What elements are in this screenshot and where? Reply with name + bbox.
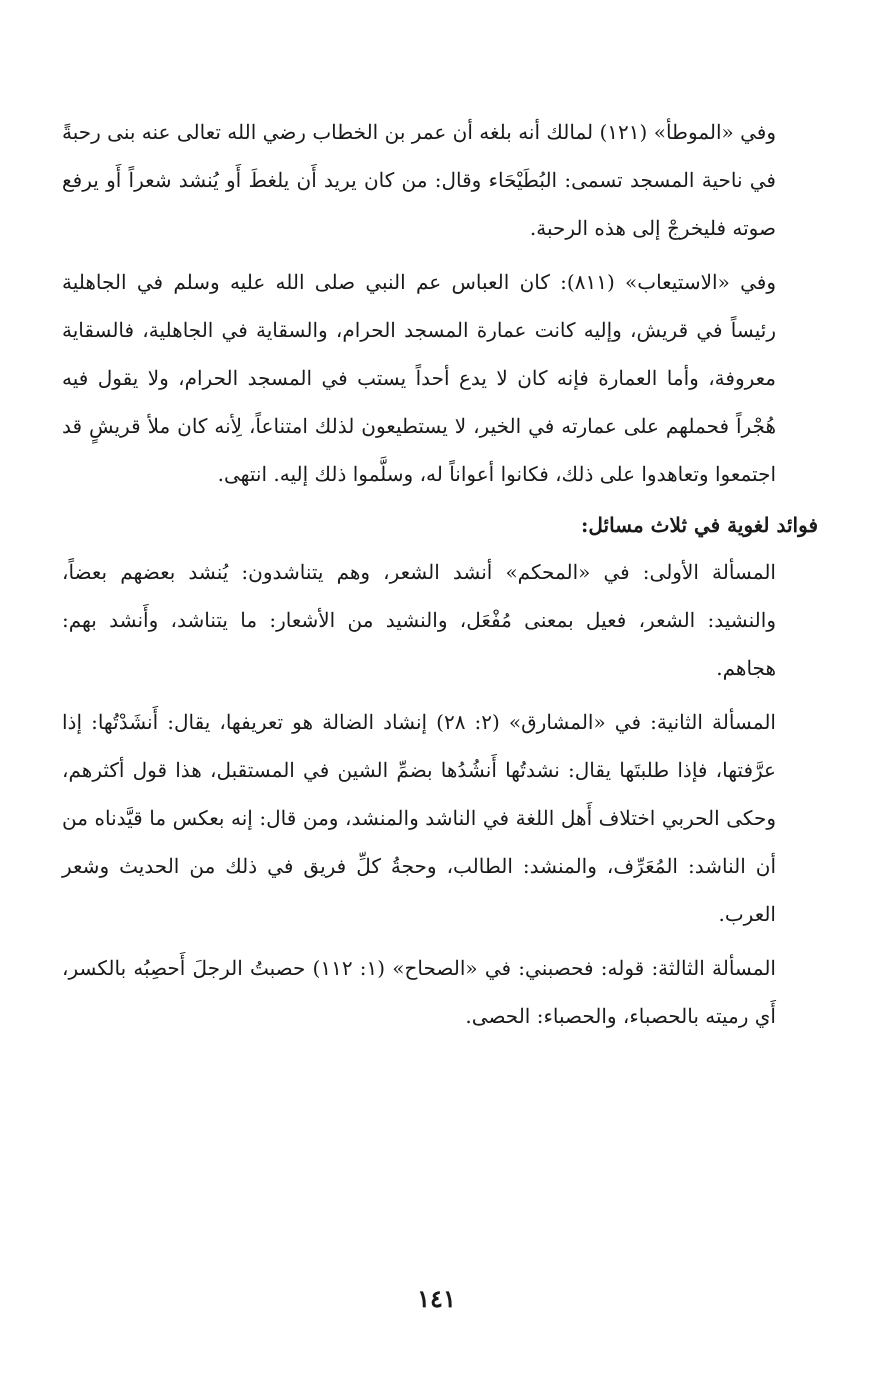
paragraph-second-issue: المسألة الثانية: في «المشارق» (٢: ٢٨) إنشاد الضالة هو تعريفها، يقال: أَنشَدْتُها: إذا عرَّفتها، فإذا طلبتَها يقال: نشدتُها أَنشُدُها بضمِّ الشين في المستقبل، هذا قول أكثرهم، وحكى الحربي اختلاف أَهل اللغة في الناشد والمنشد، ومن قال: إنه بعكس ما قيَّدناه من أن الناشد: المُعَرِّف، والمنشد: الطالب، وحجةُ كلِّ فريق في ذلك من الحديث وشعر العرب. bbox=[62, 710, 776, 926]
section-heading: فوائد لغوية في ثلاث مسائل: bbox=[580, 513, 818, 537]
paragraph-third-issue: المسألة الثالثة: قوله: فحصبني: في «الصحاح» (١: ١١٢) حصبتُ الرجلَ أَحصِبُه بالكسر، أَي رميته بالحصباء، والحصباء: الحصى. bbox=[62, 956, 776, 1028]
page-number: ١٤١ bbox=[417, 1284, 456, 1313]
paragraph-muwatta: وفي «الموطأ» (١٢١) لمالك أنه بلغه أن عمر بن الخطاب رضي الله تعالى عنه بنى رحبةً في ناحية المسجد تسمى: البُطَيْحَاء وقال: من كان يريد أَن يلغطَ أَو يُنشد شعراً أَو يرفع صوته فليخرجْ إلى هذه الرحبة. bbox=[62, 120, 776, 240]
paragraph-istiab: وفي «الاستيعاب» (٨١١): كان العباس عم النبي صلى الله عليه وسلم في الجاهلية رئيساً في قريش، وإليه كانت عمارة المسجد الحرام، والسقاية في الجاهلية، فالسقاية معروفة، وأما العمارة فإنه كان لا يدع أحداً يستب في المسجد الحرام، ولا يقول فيه هُجْراً فحملهم على عمارته في الخير، لا يستطيعون لذلك امتناعاً، لِأنه كان ملأ قريشٍ قد اجتمعوا وتعاهدوا على ذلك، فكانوا أعواناً له، وسلَّموا ذلك إليه. انتهى. bbox=[62, 270, 776, 486]
page-body bbox=[62, 108, 818, 1040]
paragraph-first-issue: المسألة الأولى: في «المحكم» أنشد الشعر، وهم يتناشدون: يُنشد بعضهم بعضاً، والنشيد: الشعر، فعيل بمعنى مُفْعَل، والنشيد من الأشعار: ما يتناشد، وأَنشد بهم: هجاهم. bbox=[62, 560, 776, 680]
